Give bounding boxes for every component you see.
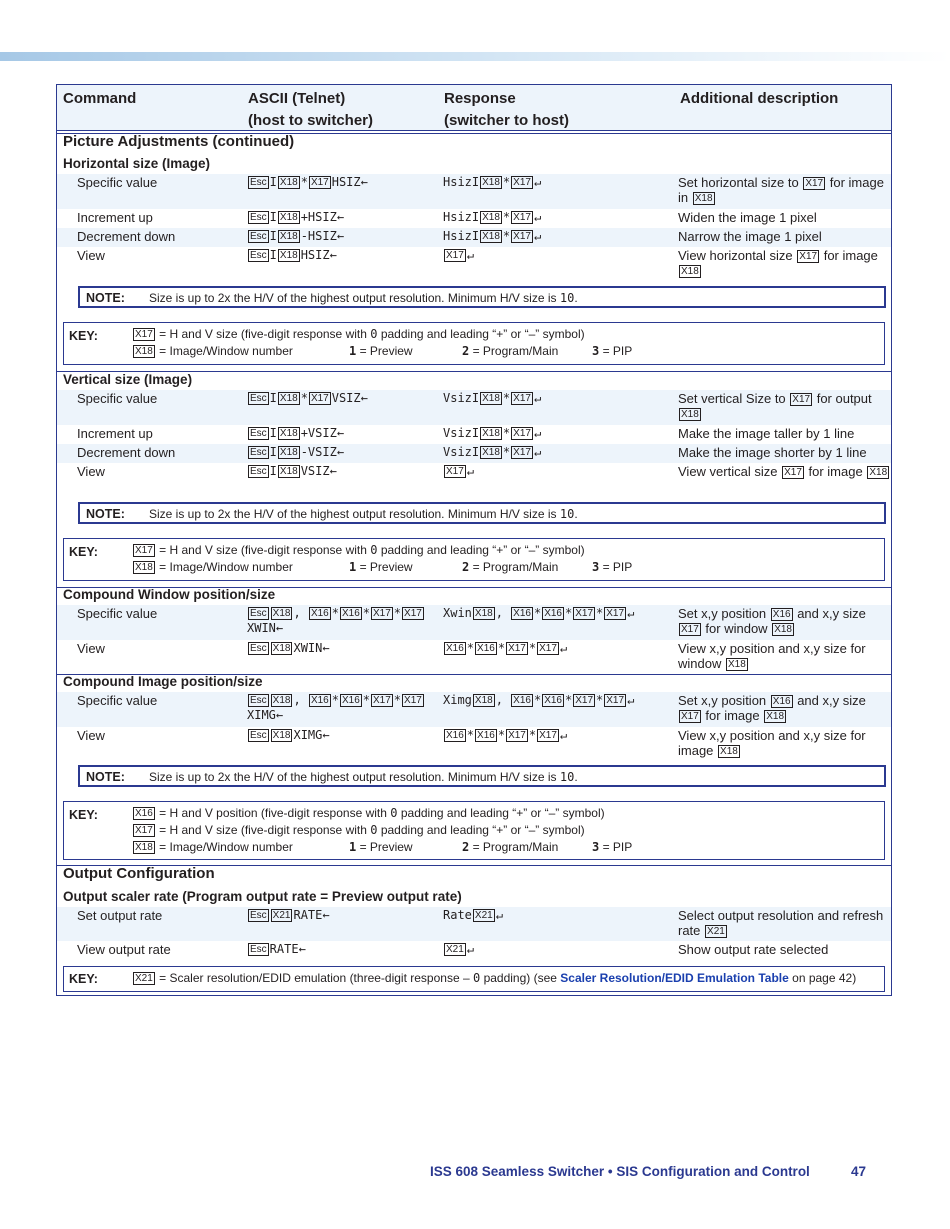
response: X17 ↵ <box>446 464 475 478</box>
description: Narrow the image 1 pixel <box>678 229 822 244</box>
description: View x,y position and x,y size for image X18 <box>678 728 866 758</box>
command-name: Increment up <box>77 426 153 441</box>
response: Ximg X18 , X16 * X16 * X17 * X17 ↵ <box>443 693 635 707</box>
description: Show output rate selected <box>678 942 829 957</box>
description: Make the image shorter by 1 line <box>678 445 867 460</box>
header-description: Additional description <box>680 90 839 107</box>
response: VsizI X18 * X17 ↵ <box>443 391 542 405</box>
command-name: View output rate <box>77 942 171 957</box>
key-box: KEY: X16 = H and V position (five-digit response with 0 padding and leading “+” or “–” symbol) X17 = H and V size (five-digit response with 0 padding and leading “+” or “–” symbol) X18 = Image/Window number 1 = Preview 2 = Program/Main 3 = PIP <box>63 801 885 860</box>
table-row <box>57 209 891 228</box>
command-name: Specific value <box>77 175 158 190</box>
subsection-hsize: Horizontal size (Image) <box>63 156 211 171</box>
footer-title: ISS 608 Seamless Switcher • SIS Configuration and Control <box>430 1164 810 1179</box>
ascii-command: Esc I X18 +VSIZ← <box>250 426 345 440</box>
ascii-command: Esc I X18 +HSIZ← <box>250 210 345 224</box>
section-title-picture: Picture Adjustments (continued) <box>63 133 295 150</box>
description: View vertical size X17 for image X18 <box>678 464 888 479</box>
ascii-command: Esc X21 RATE← <box>250 908 330 922</box>
table-row <box>57 907 891 941</box>
description: View x,y position and x,y size for window X18 <box>678 641 866 671</box>
ascii-command: Esc I X18 -HSIZ← <box>250 229 345 243</box>
description: Set vertical Size to X17 for output X18 <box>678 391 872 420</box>
command-name: Increment up <box>77 210 153 225</box>
description: Select output resolution and refresh rate X21 <box>678 908 884 938</box>
response: Xwin X18 , X16 * X16 * X17 * X17 ↵ <box>443 606 635 620</box>
table-row <box>57 390 891 425</box>
description: View horizontal size X17 for image X18 <box>678 248 878 277</box>
ascii-command: Esc X18 XIMG← <box>250 728 330 742</box>
table-row <box>57 692 891 727</box>
ascii-command: Esc I X18 VSIZ← <box>250 464 337 478</box>
command-name: View <box>77 248 105 263</box>
response: VsizI X18 * X17 ↵ <box>443 445 542 459</box>
note-box: NOTE: Size is up to 2x the H/V of the highest output resolution. Minimum H/V size is 10. <box>78 502 886 524</box>
description: Make the image taller by 1 line <box>678 426 855 441</box>
command-name: Decrement down <box>77 229 176 244</box>
table-row <box>57 605 891 640</box>
table-row <box>57 425 891 444</box>
command-name: Set output rate <box>77 908 163 923</box>
response: HsizI X18 * X17 ↵ <box>443 229 542 243</box>
key-box: KEY: X21 = Scaler resolution/EDID emulation (three-digit response – 0 padding) (see Scaler Resolution/EDID Emulation Table on page 42) <box>63 966 885 992</box>
note-box: NOTE: Size is up to 2x the H/V of the highest output resolution. Minimum H/V size is 10. <box>78 765 886 787</box>
response: HsizI X18 * X17 ↵ <box>443 175 542 189</box>
key-box: KEY: X17 = H and V size (five-digit response with 0 padding and leading “+” or “–” symbol) X18 = Image/Window number 1 = Preview 2 = Program/Main 3 = PIP <box>63 322 885 365</box>
table-row <box>57 727 891 762</box>
response: X17 ↵ <box>446 248 475 262</box>
response: X16 * X16 * X17 * X17 ↵ <box>446 641 568 655</box>
description: Set horizontal size to X17 for image in X18 <box>678 175 884 205</box>
command-name: Specific value <box>77 693 158 708</box>
header-response: Response (switcher to host) <box>444 90 570 129</box>
response: VsizI X18 * X17 ↵ <box>443 426 542 440</box>
response: Rate X21 ↵ <box>443 908 503 922</box>
table-row <box>57 247 891 283</box>
note-box: NOTE: Size is up to 2x the H/V of the highest output resolution. Minimum H/V size is 10. <box>78 286 886 308</box>
response: X21 ↵ <box>446 942 475 956</box>
subsection-vsize: Vertical size (Image) <box>63 372 193 387</box>
description: Set x,y position X16 and x,y size X17 for window X18 <box>678 606 866 636</box>
ascii-command: Esc I X18 * X17 HSIZ← <box>250 175 368 189</box>
top-gradient-bar <box>0 52 950 61</box>
response: HsizI X18 * X17 ↵ <box>443 210 542 224</box>
ascii-command: Esc X18 , X16 * X16 * X17 * X17 XWIN← <box>247 606 422 635</box>
description: Widen the image 1 pixel <box>678 210 817 225</box>
command-name: View <box>77 728 105 743</box>
table-row <box>57 941 891 961</box>
header-command: Command <box>63 90 137 107</box>
subsection-rate: Output scaler rate (Program output rate = Preview output rate) <box>63 889 462 904</box>
table-row <box>57 463 891 499</box>
ascii-command: Esc I X18 * X17 VSIZ← <box>250 391 368 405</box>
table-header <box>57 85 891 131</box>
page-number: 47 <box>851 1164 867 1179</box>
subsection-compound-image: Compound Image position/size <box>63 674 263 689</box>
table-row <box>57 444 891 463</box>
ascii-command: Esc X18 , X16 * X16 * X17 * X17 XIMG← <box>247 693 422 722</box>
table-row <box>57 640 891 674</box>
response: X16 * X16 * X17 * X17 ↵ <box>446 728 568 742</box>
ascii-command: Esc RATE← <box>250 942 306 956</box>
command-table <box>56 84 892 996</box>
description: Set x,y position X16 and x,y size X17 for image X18 <box>678 693 866 723</box>
edid-table-link[interactable]: Scaler Resolution/EDID Emulation Table <box>560 971 789 985</box>
ascii-command: Esc I X18 -VSIZ← <box>250 445 345 459</box>
table-row <box>57 174 891 209</box>
section-title-output: Output Configuration <box>63 865 215 882</box>
command-name: Specific value <box>77 391 158 406</box>
ascii-command: Esc X18 XWIN← <box>250 641 330 655</box>
subsection-compound-window: Compound Window position/size <box>63 587 276 602</box>
command-name: View <box>77 641 105 656</box>
command-name: View <box>77 464 105 479</box>
table-row <box>57 228 891 247</box>
ascii-command: Esc I X18 HSIZ← <box>250 248 337 262</box>
command-name: Decrement down <box>77 445 176 460</box>
header-ascii: ASCII (Telnet) (host to switcher) <box>248 90 374 129</box>
command-name: Specific value <box>77 606 158 621</box>
key-box: KEY: X17 = H and V size (five-digit response with 0 padding and leading “+” or “–” symbol) X18 = Image/Window number 1 = Preview 2 = Program/Main 3 = PIP <box>63 538 885 581</box>
